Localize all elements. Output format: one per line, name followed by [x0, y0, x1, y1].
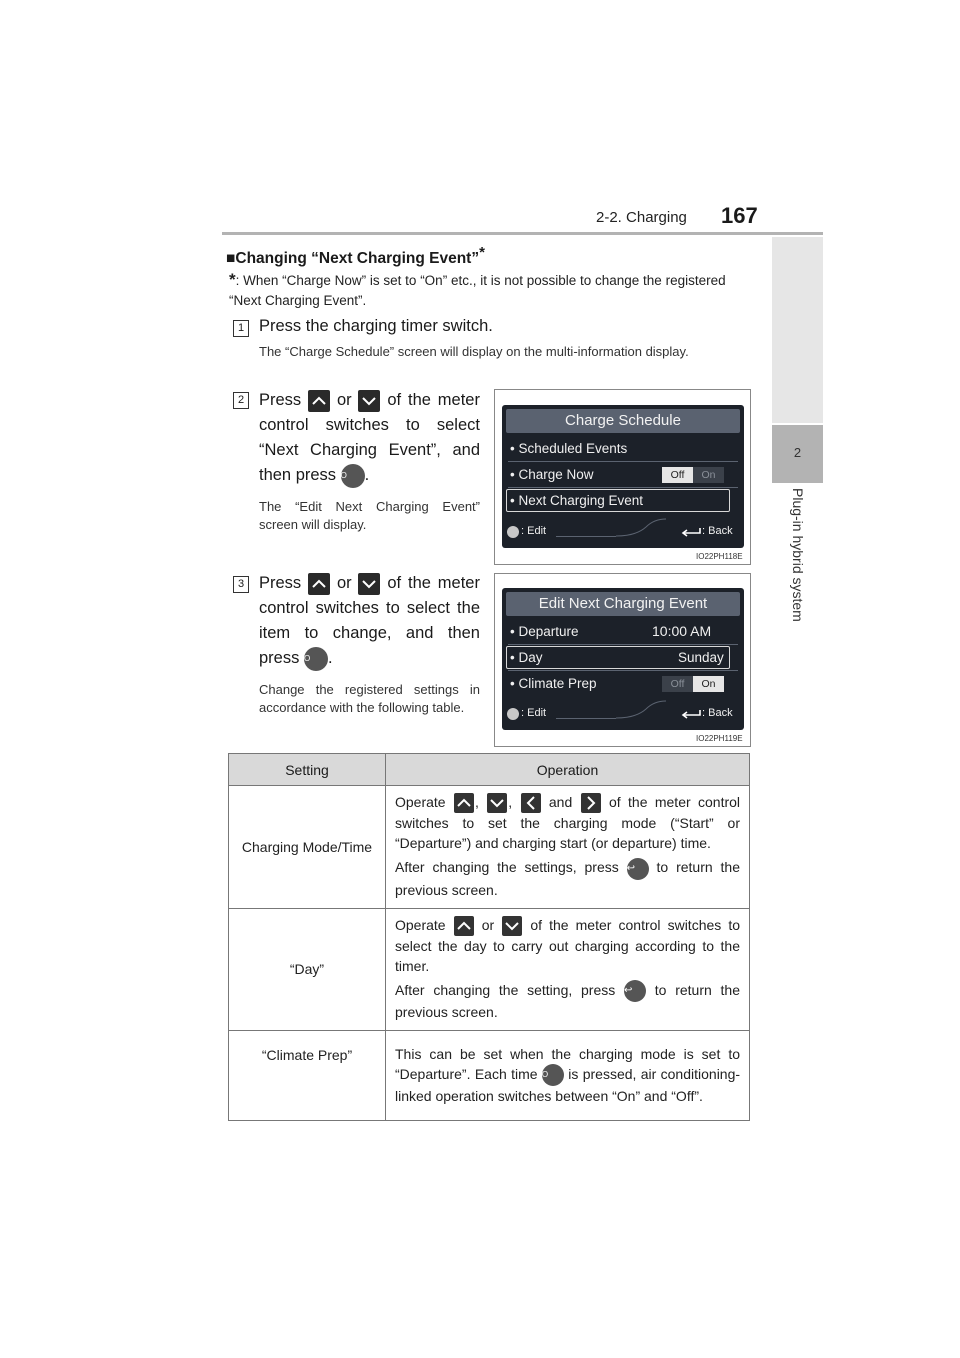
op-text: Operate: [395, 794, 446, 810]
back-arrow-icon: [680, 526, 702, 538]
screen-title: Charge Schedule: [506, 409, 740, 433]
chevron-up-icon: [454, 916, 474, 936]
footer-edit: : Edit: [521, 525, 547, 537]
setting-cell: “Day”: [229, 908, 386, 1031]
operation-cell: [386, 908, 750, 1031]
table-row: [229, 1031, 750, 1121]
back-button-icon: ↩: [624, 980, 646, 1002]
table-header-row: [229, 754, 750, 786]
op-text: After changing the settings, press: [395, 859, 619, 876]
row-divider: [508, 644, 738, 645]
step-2-rest: of the meter control switches to select “Next Charging Event”, and then press: [259, 391, 480, 484]
chapter-number: 2: [793, 445, 802, 460]
edit-button-icon: [507, 526, 519, 538]
header-rule: [222, 232, 823, 235]
chevron-up-icon: [308, 573, 330, 595]
chapter-tab-top: [772, 237, 823, 423]
chevron-up-icon: [308, 390, 330, 412]
op-and: and: [548, 794, 573, 810]
climate-prep-toggle: [662, 676, 724, 692]
departure-value: 10:00 AM: [652, 623, 712, 639]
op-text: of the meter control switches to select the day to carry out charging according to the timer.: [395, 916, 741, 974]
edit-button-icon: [507, 708, 519, 720]
op-text: Operate: [395, 916, 446, 933]
day-value: Sunday: [678, 650, 724, 665]
step-3-note: Change the registered settings in accordance with the following table.: [259, 682, 480, 715]
op-text: to return the previous screen.: [395, 981, 741, 1021]
charge-now-toggle: [662, 467, 724, 483]
screen-title: Edit Next Charging Event: [506, 592, 740, 616]
step-1-note: The “Charge Schedule” screen will display on the multi-information display.: [259, 344, 689, 359]
table-row: [229, 908, 750, 1031]
op-sep: ,: [474, 794, 479, 810]
footer-back: : Back: [702, 707, 733, 719]
operation-cell: [386, 786, 750, 909]
chevron-up-icon: [454, 793, 474, 813]
op-text: to return the previous screen.: [395, 859, 741, 898]
row-charge-now: • Charge Now: [510, 467, 594, 482]
section-header: 2-2. Charging: [596, 209, 687, 226]
step-1-text: Press the charging timer switch.: [259, 317, 493, 335]
screen-edit-next-charging-event: [494, 573, 751, 747]
footnote: [229, 270, 749, 311]
chapter-tab: [772, 237, 823, 1107]
chevron-left-icon: [521, 793, 541, 813]
chevron-right-icon: [581, 793, 601, 813]
screen-charge-schedule: [494, 389, 751, 565]
footnote-mark: *: [229, 270, 236, 289]
display-panel: [502, 588, 744, 730]
section-title-text: Changing “Next Charging Event”: [235, 250, 480, 268]
operation-cell: [386, 1031, 750, 1121]
step-2-or: or: [336, 391, 352, 409]
footer-back: : Back: [702, 525, 733, 537]
step-3-rest: of the meter control switches to select the item to change, and then press: [259, 574, 480, 667]
step-2-end: .: [364, 466, 370, 484]
footer-line: [556, 536, 616, 537]
step-2-note: The “Edit Next Charging Event” screen will display.: [259, 499, 480, 532]
toggle-on: On: [693, 467, 724, 483]
table-row: [229, 786, 750, 909]
section-title: [226, 244, 485, 268]
figure-code: IO22PH119E: [696, 734, 743, 743]
step-3-text: [259, 571, 480, 671]
row-day: • Day: [510, 650, 543, 665]
setting-cell: Charging Mode/Time: [229, 786, 386, 909]
op-text: This can be set when the charging mode is set to “Departure”. Each time: [395, 1045, 740, 1082]
ok-button-icon: O: [542, 1064, 564, 1086]
figure-code: IO22PH118E: [696, 552, 743, 561]
display-panel: [502, 405, 744, 548]
chevron-down-icon: [502, 916, 522, 936]
step-3-or: or: [336, 574, 352, 592]
footer-line: [556, 718, 616, 719]
row-climate-prep: • Climate Prep: [510, 676, 597, 691]
setting-cell: “Climate Prep”: [229, 1031, 386, 1121]
header-operation: Operation: [386, 754, 750, 786]
step-number-1: 1: [233, 320, 249, 337]
ok-button-icon: O: [304, 647, 328, 671]
chevron-down-icon: [487, 793, 507, 813]
row-divider: [508, 670, 738, 671]
chapter-title-text: Plug-in hybrid system: [789, 488, 806, 622]
section-title-mark: *: [479, 244, 485, 261]
row-divider: [508, 461, 738, 462]
step-3-press: Press: [259, 574, 302, 592]
toggle-on: On: [693, 676, 724, 692]
page-number: 167: [721, 203, 758, 228]
footer-edit: : Edit: [521, 707, 547, 719]
step-number-2: 2: [233, 392, 249, 409]
chevron-down-icon: [358, 573, 380, 595]
ok-button-icon: O: [341, 464, 365, 488]
step-number-3: 3: [233, 576, 249, 593]
chapter-title: [772, 488, 823, 638]
step-2-press: Press: [259, 391, 302, 409]
header-setting: Setting: [229, 754, 386, 786]
settings-table: [228, 753, 750, 1121]
row-divider: [508, 487, 738, 488]
footer-curve: [616, 517, 666, 537]
toggle-off: Off: [662, 676, 693, 692]
row-next-charging-event: • Next Charging Event: [510, 493, 644, 508]
op-text: is pressed, air conditioning-linked operation switches between “On” and “Off”.: [395, 1065, 741, 1104]
op-text: of the meter control switches to set the charging mode (“Start” or “Departure”) and charging start (or departure) time.: [395, 794, 741, 852]
footer-curve: [616, 699, 666, 719]
back-button-icon: ↩: [627, 858, 649, 880]
row-scheduled-events: • Scheduled Events: [510, 441, 628, 456]
op-or: or: [481, 916, 495, 933]
step-3-end: .: [327, 649, 333, 667]
row-departure: • Departure: [510, 624, 579, 639]
footnote-text: : When “Charge Now” is set to “On” etc., it is not possible to change the registered “Next Charging Event”.: [229, 273, 726, 308]
step-2-text: [259, 388, 480, 488]
toggle-off: Off: [662, 467, 693, 483]
op-text: After changing the setting, press: [395, 981, 616, 998]
back-arrow-icon: [680, 708, 702, 720]
chevron-down-icon: [358, 390, 380, 412]
op-sep: ,: [508, 794, 513, 810]
section-bullet: ■: [226, 250, 236, 268]
